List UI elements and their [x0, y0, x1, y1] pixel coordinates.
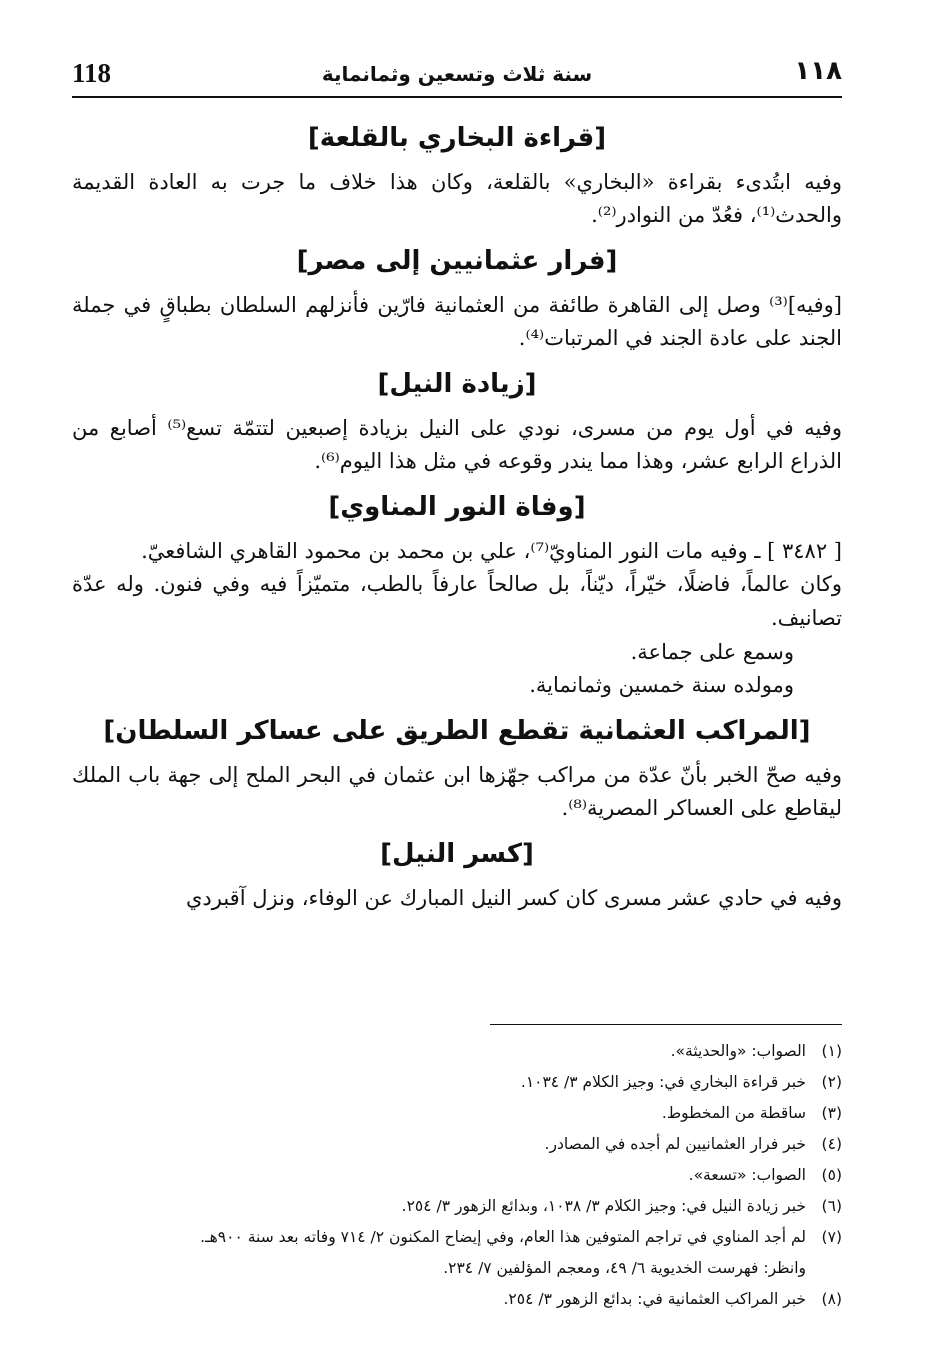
main-text [72, 118, 842, 915]
footnote-number: (٤) [821, 1135, 842, 1153]
paragraph: وفيه في حادي عشر مسرى كان كسر النيل المبارك عن الوفاء، ونزل آقبردي [185, 885, 842, 910]
paragraph: وفيه ابتُدىء بقراءة «البخاري» بالقلعة، وكان هذا خلاف ما جرت به العادة القديمة والحدث⁽¹⁾، فعُدّ من النوادر⁽²⁾. [72, 169, 842, 228]
footnote-number: (٧) [821, 1228, 842, 1246]
section [72, 491, 842, 703]
section [72, 245, 842, 356]
indented-line: وسمع على جماعة. [630, 639, 794, 664]
footnote-number: (٢) [821, 1073, 842, 1091]
footnote [72, 1098, 842, 1129]
footnote-number: (٦) [821, 1197, 842, 1215]
footnote-text: خبر المراكب العثمانية في: بدائع الزهور ٣/ ٢٥٤. [503, 1290, 806, 1308]
section [72, 368, 842, 479]
footnote-text: الصواب: «والحديثة». [670, 1042, 806, 1060]
section [72, 715, 842, 826]
footnote [72, 1222, 842, 1253]
footnote-text: خبر قراءة البخاري في: وجيز الكلام ٣/ ١٠٣٤. [520, 1073, 806, 1091]
section-heading: [زيادة النيل] [377, 368, 537, 399]
footnote-number: (٥) [821, 1166, 842, 1184]
page-header [72, 56, 842, 98]
footnote-text: الصواب: «تسعة». [688, 1166, 806, 1184]
section [72, 122, 842, 233]
section-heading: [كسر النيل] [380, 838, 534, 869]
footnote [72, 1067, 842, 1098]
paragraph: وكان عالماً، فاضلًا، خيّراً، ديّناً، بل صالحاً عارفاً بالطب، متميّزاً فيه وفي فنون. وله عدّة تصانيف. [72, 572, 842, 630]
footnote [72, 1160, 842, 1191]
paragraph: [وفيه]⁽³⁾ وصل إلى القاهرة طائفة من العثمانية فارّين فأنزلهم السلطان بطباقٍ في جملة الجند على عادة الجند في المرتبات⁽⁴⁾. [72, 292, 842, 351]
paragraph: [ ٣٤٨٢ ] ـ وفيه مات النور المناويّ⁽⁷⁾، علي بن محمد بن محمود القاهري الشافعيّ. [141, 538, 842, 563]
footnote-number: (٣) [821, 1104, 842, 1122]
indented-line: ومولده سنة خمسين وثمانماية. [529, 673, 794, 698]
footnote [72, 1129, 842, 1160]
footnote-text: ساقطة من المخطوط. [661, 1104, 806, 1122]
footnotes [72, 1036, 842, 1315]
section-heading: [وفاة النور المناوي] [328, 491, 586, 522]
footnote-number: (٨) [821, 1290, 842, 1308]
page-number-latin: 118 [72, 58, 112, 88]
section [72, 838, 842, 915]
footnote-divider [490, 1024, 842, 1025]
paragraph: وفيه صحّ الخبر بأنّ عدّة من مراكب جهّزها ابن عثمان في البحر الملح إلى جهة باب الملك ليقاطع على العساكر المصرية⁽⁸⁾. [72, 762, 842, 821]
footnote [72, 1036, 842, 1067]
section-heading: [قراءة البخاري بالقلعة] [307, 123, 607, 153]
footnote [72, 1191, 842, 1222]
footnote [72, 1284, 842, 1315]
footnote-text: خبر فرار العثمانيين لم أجده في المصادر. [544, 1135, 806, 1153]
section-heading: [فرار عثمانيين إلى مصر] [296, 245, 618, 276]
running-title: سنة ثلاث وتسعين وثمانماية [321, 62, 593, 86]
section-heading: [المراكب العثمانية تقطع الطريق على عساكر السلطان] [103, 715, 811, 746]
footnote-number: (١) [821, 1042, 842, 1060]
paragraph: وفيه في أول يوم من مسرى، نودي على النيل بزيادة إصبعين لتتمّة تسع⁽⁵⁾ أصابع من الذراع الرابع عشر، وهذا مما يندر وقوعه في مثل هذا اليوم⁽⁶⁾. [72, 415, 842, 474]
page-number-arabic: ١١٨ [794, 56, 842, 86]
footnote-text: خبر زيادة النيل في: وجيز الكلام ٣/ ١٠٣٨، وبدائع الزهور ٣/ ٢٥٤. [401, 1197, 806, 1215]
footnote-continuation: وانظر: فهرست الخديوية ٦/ ٤٩، ومعجم المؤلفين ٧/ ٢٣٤. [443, 1259, 806, 1277]
footnote-text: لم أجد المناوي في تراجم المتوفين هذا العام، وفي إيضاح المكنون ٢/ ٧١٤ وفاته بعد سنة ٩٠٠هـ. [200, 1228, 806, 1246]
